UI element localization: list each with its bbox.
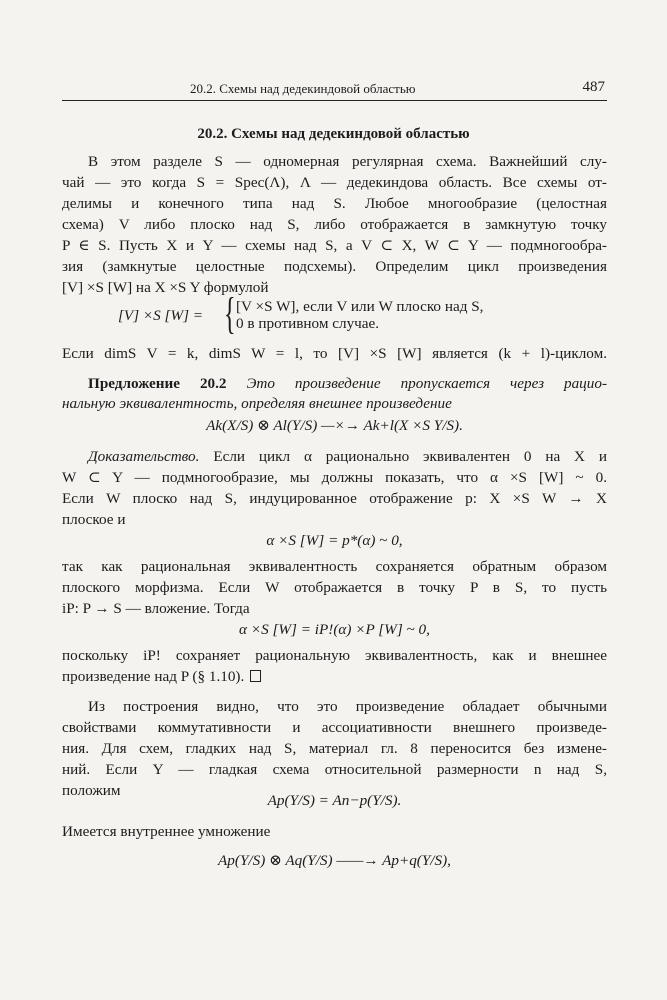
formula-inner-product: Ap(Y/S) ⊗ Aq(Y/S) ——→ Ap+q(Y/S), [218, 852, 451, 869]
para1-line-2: чай — это когда S = Spec(Λ), Λ — дедекиндова область. Все схемы от- [62, 174, 607, 191]
dims-line: Если dimS V = k, dimS W = l, то [V] ×S [W] является (k + l)-циклом. [62, 345, 607, 362]
proof-text-1: Если цикл α рационально эквивалентен 0 на X и [213, 448, 607, 465]
section-title: 20.2. Схемы над дедекиндовой областью [197, 126, 470, 142]
proof-line-3: Если W плоско над S, индуцированное отображение p: X ×S W → X [62, 490, 607, 507]
proof-line-2: W ⊂ Y — подмногообразие, мы должны показать, что α ×S [W] ~ 0. [62, 469, 607, 486]
proof-line-5: так как рациональная эквивалентность сохраняется обратным образом [62, 558, 607, 575]
proof-line-6: плоского морфизма. Если W отображается в точку P в S, то пусть [62, 579, 607, 596]
proof-label: Доказательство. [88, 448, 200, 465]
page-header [62, 80, 607, 101]
proposition-line-1 [88, 374, 607, 394]
para2-line-4: ний. Если Y — гладкая схема относительной размерности n над S, [62, 761, 607, 778]
running-head: 20.2. Схемы над дедекиндовой областью [190, 81, 416, 96]
inner-product-line: Имеется внутреннее умножение [62, 823, 271, 840]
proof-line-8: поскольку iP! сохраняет рациональную эквивалентность, как и внешнее [62, 647, 607, 664]
para1-line-3: делимы и конечного типа над S. Любое многообразие (целостная [62, 195, 607, 212]
proposition-label: Предложение 20.2 [88, 375, 227, 392]
para1-line-5: P ∈ S. Пусть X и Y — схемы над S, а V ⊂ X, W ⊂ Y — подмногообра- [62, 237, 607, 254]
formula-case-2: 0 в противном случае. [236, 315, 380, 332]
left-brace-symbol: { [224, 289, 236, 338]
para1-line-6: зия (замкнутые целостные подсхемы). Определим цикл произведения [62, 258, 607, 275]
para2-line-3: ния. Для схем, гладких над S, материал гл. 8 переносится без измене- [62, 740, 607, 757]
formula-lhs: [V] ×S [W] = [118, 307, 204, 324]
proposition-line-2: нальную эквивалентность, определяя внешнее произведение [62, 395, 452, 412]
proof-formula-1: α ×S [W] = p*(α) ~ 0, [266, 532, 403, 549]
para2-line-2: свойствами коммутативности и ассоциативности внешнего произведе- [62, 719, 607, 736]
proof-line-7: iP: P → S — вложение. Тогда [62, 600, 250, 617]
qed-square-icon [250, 670, 261, 682]
para1-line-7: [V] ×S [W] на X ×S Y формулой [62, 279, 269, 296]
proof-text-9: произведение над P (§ 1.10). [62, 668, 245, 685]
proposition-formula: Ak(X/S) ⊗ Al(Y/S) —×→ Ak+l(X ×S Y/S). [206, 417, 463, 434]
para1-line-1: В этом разделе S — одномерная регулярная схема. Важнейший слу- [88, 153, 607, 170]
page-number: 487 [582, 79, 605, 95]
proposition-text-1: Это произведение пропускается через рацио- [246, 375, 607, 392]
para2-line-1: Из построения видно, что это произведение обладает обычными [88, 698, 607, 715]
proof-line-1 [88, 447, 607, 467]
formula-ap: Ap(Y/S) = An−p(Y/S). [267, 792, 402, 809]
proof-line-4: плоское и [62, 511, 126, 528]
para1-line-4: схема) V либо плоско над S, либо отображается в замкнутую точку [62, 216, 607, 233]
para2-line-5: положим [62, 782, 121, 799]
proof-formula-2: α ×S [W] = iP!(α) ×P [W] ~ 0, [239, 621, 430, 638]
formula-case-1: [V ×S W], если V или W плоско над S, [236, 298, 484, 315]
proof-line-9 [62, 667, 607, 687]
